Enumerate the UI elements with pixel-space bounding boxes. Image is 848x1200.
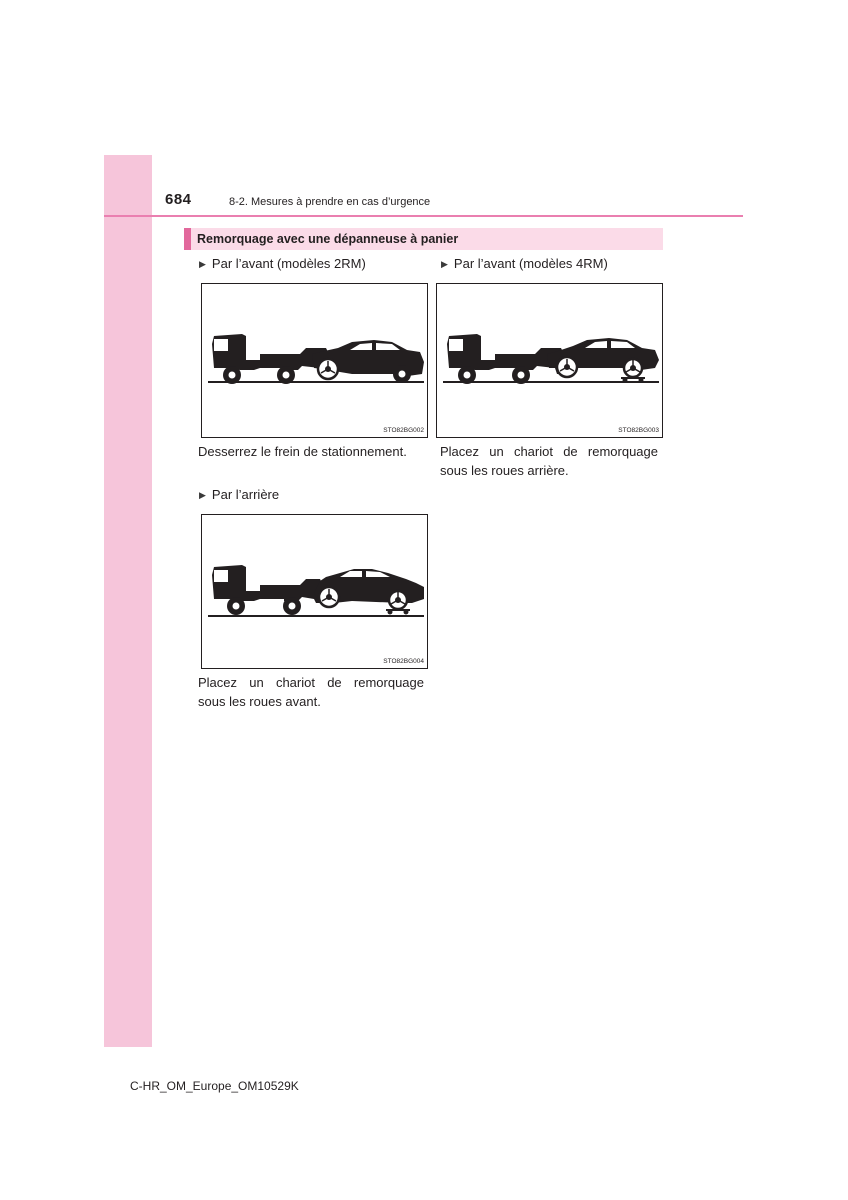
figure-code: STO82BG003	[618, 427, 659, 434]
chapter-title: 8-2. Mesures à prendre en cas d’urgence	[229, 196, 431, 208]
section-heading	[184, 228, 663, 250]
bullet-label: Par l’arrière	[211, 487, 280, 502]
bullet-front-2wd	[199, 256, 366, 271]
bullet-label: Par l’avant (modèles 4RM)	[453, 256, 608, 271]
caption-line: Placez un chariot de remorquage	[440, 444, 658, 459]
caption-front-4wd	[440, 442, 658, 480]
caption-line: sous les roues avant.	[198, 694, 321, 709]
caption-line: sous les roues arrière.	[440, 463, 569, 478]
caption-rear	[198, 673, 424, 711]
figure-front-4wd	[436, 283, 663, 438]
figure-code: STO82BG002	[383, 427, 424, 434]
header-rule	[104, 215, 743, 217]
bullet-triangle-icon: ▶	[199, 490, 206, 500]
side-tab	[104, 155, 152, 1047]
bullet-triangle-icon: ▶	[441, 259, 448, 269]
page-number: 684	[165, 191, 192, 208]
caption-line: Placez un chariot de remorquage	[198, 675, 424, 690]
tow-truck-illustration	[202, 515, 429, 670]
figure-rear	[201, 514, 428, 669]
section-accent	[184, 228, 191, 250]
caption-front-2wd: Desserrez le frein de stationnement.	[198, 444, 407, 459]
tow-truck-illustration	[437, 284, 664, 439]
bullet-front-4wd	[441, 256, 608, 271]
figure-code: STO82BG004	[383, 658, 424, 665]
section-title: Remorquage avec une dépanneuse à panier	[197, 232, 459, 246]
bullet-rear	[199, 487, 279, 502]
figure-front-2wd	[201, 283, 428, 438]
bullet-label: Par l’avant (modèles 2RM)	[211, 256, 366, 271]
bullet-triangle-icon: ▶	[199, 259, 206, 269]
footer-doc-id: C-HR_OM_Europe_OM10529K	[130, 1079, 299, 1093]
tow-truck-illustration	[202, 284, 429, 439]
